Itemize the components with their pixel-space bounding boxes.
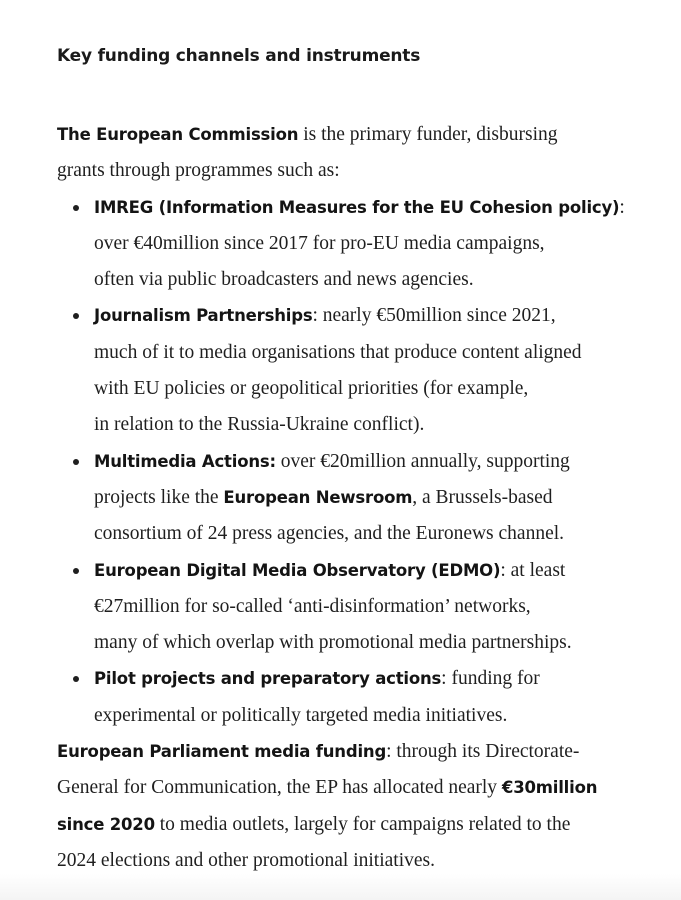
- item-text: in relation to the Russia-Ukraine conflict).: [94, 414, 425, 436]
- item-title: European Digital Media Observatory (EDMO): [94, 560, 501, 580]
- parliament-amount: €30million: [501, 778, 598, 798]
- intro-text-2: grants through programmes such as:: [57, 160, 340, 182]
- item-title: Pilot projects and preparatory actions: [94, 669, 442, 689]
- funding-list: [57, 190, 657, 734]
- list-item: [94, 444, 657, 553]
- item-text: : at least: [500, 559, 566, 581]
- parliament-paragraph: [57, 734, 657, 879]
- parliament-since: since 2020: [57, 814, 155, 834]
- item-text: with EU policies or geopolitical priorities (for example,: [94, 378, 529, 400]
- item-text: over €40million since 2017 for pro-EU media campaigns,: [94, 232, 545, 254]
- item-text: : funding for: [441, 668, 540, 690]
- parliament-text: 2024 elections and other promotional initiatives.: [57, 849, 436, 871]
- article-body: [57, 44, 657, 879]
- item-text: much of it to media organisations that produce content aligned: [94, 341, 582, 363]
- intro-paragraph: [57, 117, 657, 190]
- list-item: [94, 190, 657, 299]
- intro-text: is the primary funder, disbursing: [298, 124, 558, 145]
- intro-bold: The European Commission: [57, 125, 299, 144]
- section-heading: Key funding channels and instruments: [57, 46, 421, 66]
- item-text: , a Brussels-based: [412, 486, 553, 508]
- item-text: experimental or politically targeted media initiatives.: [94, 704, 508, 726]
- item-title: Multimedia Actions:: [94, 451, 276, 471]
- item-text: many of which overlap with promotional media partnerships.: [94, 632, 572, 654]
- item-text: €27million for so-called ‘anti-disinformation’ networks,: [94, 595, 531, 617]
- item-text: consortium of 24 press agencies, and the Euronews channel.: [94, 523, 565, 545]
- item-text: projects like the: [94, 486, 224, 508]
- item-title: Journalism Partnerships: [94, 306, 313, 326]
- list-item: [94, 661, 657, 734]
- list-item: [94, 553, 657, 662]
- item-text: over €20million annually, supporting: [275, 450, 570, 472]
- parliament-text: to media outlets, largely for campaigns related to the: [154, 813, 571, 835]
- parliament-bold: European Parliament media funding: [57, 742, 387, 762]
- bottom-fade: [0, 874, 681, 900]
- parliament-text: : through its Directorate-: [386, 741, 580, 763]
- list-item: [94, 298, 657, 443]
- item-colon: :: [619, 196, 625, 218]
- item-inline-bold: European Newsroom: [223, 487, 413, 507]
- item-title: IMREG (Information Measures for the EU Cohesion policy): [94, 197, 620, 217]
- item-text: : nearly €50million since 2021,: [312, 305, 556, 327]
- parliament-text: General for Communication, the EP has allocated nearly: [57, 777, 502, 799]
- item-text: often via public broadcasters and news agencies.: [94, 269, 474, 291]
